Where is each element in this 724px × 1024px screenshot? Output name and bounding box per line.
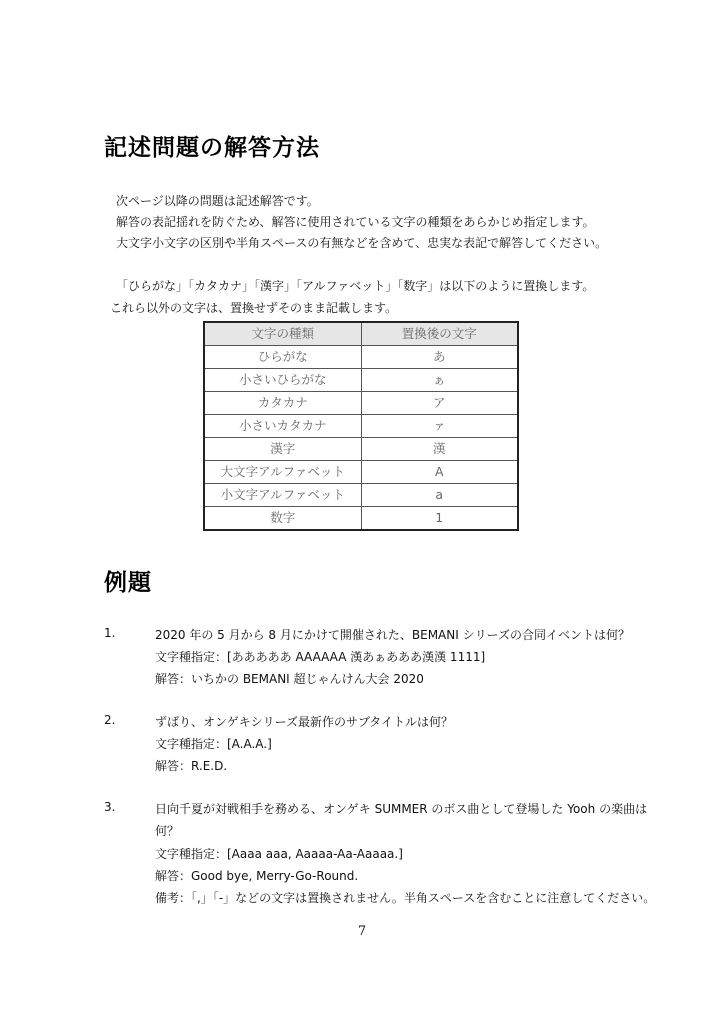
- example-charset: 文字種指定：[あああああ AAAAAA 漢あぁあああ漢漢 1111]: [155, 650, 486, 664]
- table-header-row: [204, 322, 518, 346]
- table-row: [204, 415, 518, 438]
- table-cell: A: [361, 461, 518, 484]
- example-question: ずばり、オンゲキシリーズ最新作のサブタイトルは何？: [155, 715, 453, 729]
- example-charset: 文字種指定：[Aaaa aaa, Aaaaa-Aa-Aaaaa.]: [155, 847, 403, 861]
- replace-note-line: 「ひらがな」「カタカナ」「漢字」「アルファベット」「数字」は以下のように置換します。: [116, 279, 595, 293]
- examples-heading: 例題: [104, 570, 152, 596]
- table-cell: a: [361, 484, 518, 507]
- example-number: 3.: [104, 800, 116, 814]
- example-number: 1.: [104, 626, 116, 640]
- intro-line: 大文字小文字の区別や半角スペースの有無などを含めて、忠実な表記で解答してください。: [116, 236, 608, 250]
- table-row: [204, 392, 518, 415]
- table-header-cell: 文字の種類: [204, 322, 361, 346]
- table-row: [204, 438, 518, 461]
- replace-note-line: これら以外の文字は、置換せずそのまま記載します。: [110, 301, 398, 315]
- table-header-cell: 置換後の文字: [361, 322, 518, 346]
- example-answer: 解答：R.E.D.: [155, 759, 228, 773]
- table-row: [204, 484, 518, 507]
- intro-line: 解答の表記揺れを防ぐため、解答に使用されている文字の種類をあらかじめ指定します。: [116, 215, 595, 229]
- table-cell: 漢: [361, 438, 518, 461]
- table-cell: カタカナ: [204, 392, 361, 415]
- example-number: 2.: [104, 713, 116, 727]
- example-question-cont: 何？: [155, 824, 180, 838]
- table-cell: ひらがな: [204, 346, 361, 369]
- table-cell: あ: [361, 346, 518, 369]
- table-cell: 数字: [204, 507, 361, 531]
- table-row: [204, 369, 518, 392]
- table-cell: 小文字アルファベット: [204, 484, 361, 507]
- example-answer: 解答：いちかの BEMANI 超じゃんけん大会 2020: [155, 672, 424, 686]
- table-cell: ぁ: [361, 369, 518, 392]
- table-cell: ァ: [361, 415, 518, 438]
- table-row: [204, 346, 518, 369]
- example-charset: 文字種指定：[A.A.A.]: [155, 737, 272, 751]
- table-row: [204, 507, 518, 531]
- page-number: 7: [357, 924, 367, 939]
- table-cell: ア: [361, 392, 518, 415]
- intro-line: 次ページ以降の問題は記述解答です。: [116, 194, 319, 208]
- example-question: 日向千夏が対戦相手を務める、オンゲキ SUMMER のボス曲として登場した Yooh の楽曲は: [155, 802, 648, 816]
- table-cell: 漢字: [204, 438, 361, 461]
- table-cell: 小さいひらがな: [204, 369, 361, 392]
- example-answer: 解答：Good bye, Merry-Go-Round.: [155, 869, 359, 883]
- table-cell: 小さいカタカナ: [204, 415, 361, 438]
- table-row: [204, 461, 518, 484]
- table-cell: 1: [361, 507, 518, 531]
- example-note: 備考：「,」「-」などの文字は置換されません。半角スペースを含むことに注意してください。: [155, 891, 656, 905]
- table-cell: 大文字アルファベット: [204, 461, 361, 484]
- replacement-table: [203, 321, 519, 531]
- page-title: 記述問題の解答方法: [104, 135, 320, 161]
- example-question: 2020 年の 5 月から 8 月にかけて開催された、BEMANI シリーズの合同イベントは何？: [155, 628, 630, 642]
